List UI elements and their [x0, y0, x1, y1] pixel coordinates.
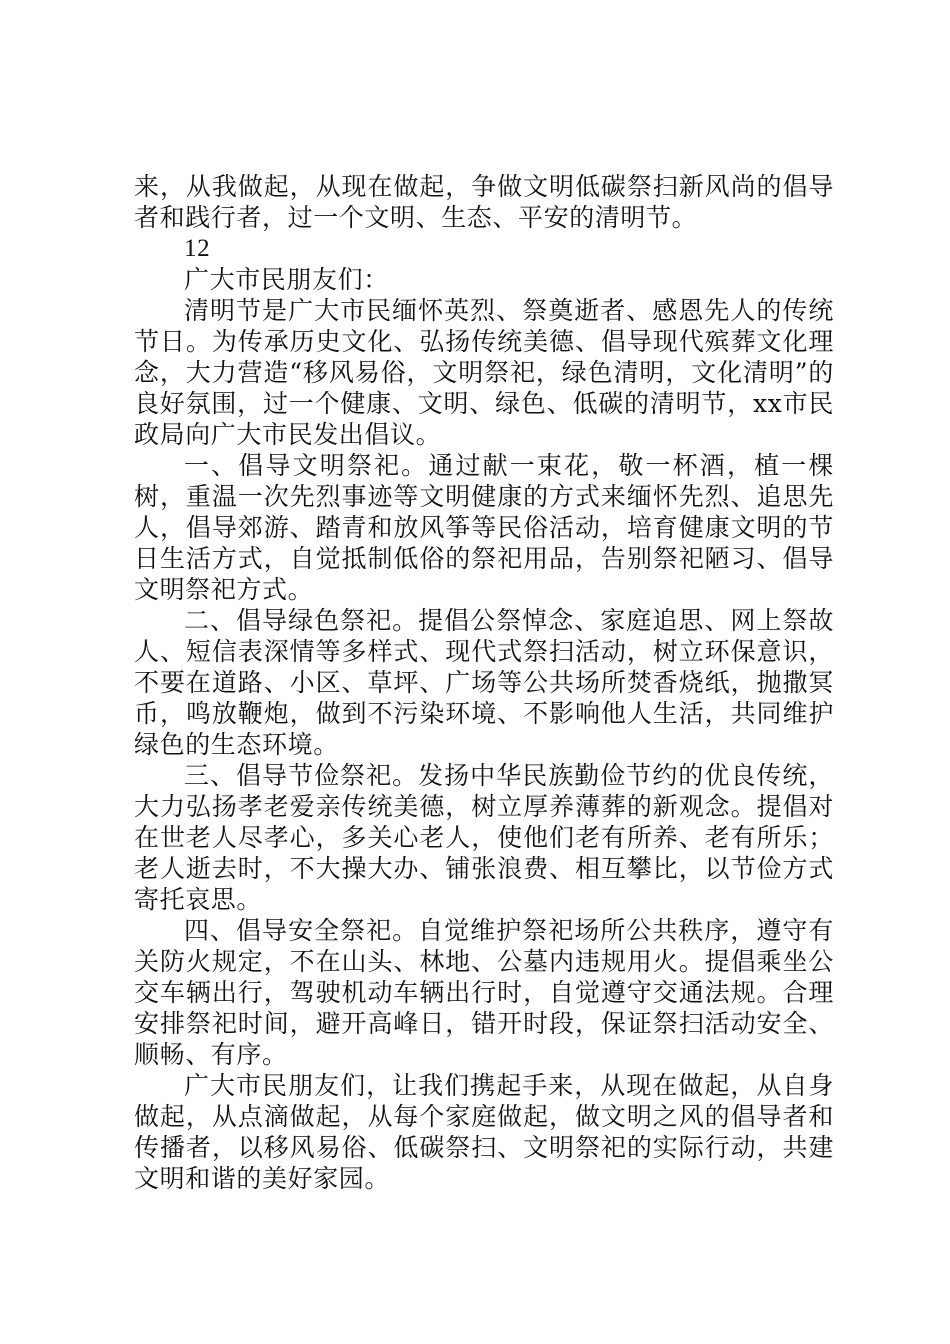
- proposal-safety-paragraph: 四、倡导安全祭祀。自觉维护祭祀场所公共秩序，遵守有关防火规定，不在山头、林地、公墓内违规用火。提倡乘坐公交车辆出行，驾驶机动车辆出行时，自觉遵守交通法规。合理安排祭祀时间，避开高峰日，错开时段，保证祭扫活动安全、顺畅、有序。: [134, 916, 834, 1069]
- intro-paragraph: 清明节是广大市民缅怀英烈、祭奠逝者、感恩先人的传统节日。为传承历史文化、弘扬传统美德、倡导现代殡葬文化理念，大力营造“移风易俗，文明祭祀，绿色清明，文化清明”的良好氛围，过一个健康、文明、绿色、低碳的清明节，xx市民政局向广大市民发出倡议。: [134, 296, 834, 449]
- proposal-frugal-paragraph: 三、倡导节俭祭祀。发扬中华民族勤俭节约的优良传统，大力弘扬孝老爱亲传统美德，树立厚养薄葬的新观念。提倡对在世老人尽孝心，多关心老人，使他们老有所养、老有所乐；老人逝去时，不大操大办、铺张浪费、相互攀比，以节俭方式寄托哀思。: [134, 761, 834, 914]
- document-body: [134, 171, 834, 1194]
- continuation-paragraph: 来，从我做起，从现在做起，争做文明低碳祭扫新风尚的倡导者和践行者，过一个文明、生态、平安的清明节。: [134, 172, 834, 232]
- section-number: 12: [184, 235, 211, 262]
- closing-paragraph: 广大市民朋友们，让我们携起手来，从现在做起，从自身做起，从点滴做起，从每个家庭做起，做文明之风的倡导者和传播者，以移风易俗、低碳祭扫、文明祭祀的实际行动，共建文明和谐的美好家园。: [134, 1071, 834, 1193]
- salutation: 广大市民朋友们：: [184, 265, 389, 294]
- proposal-civilized-paragraph: 一、倡导文明祭祀。通过献一束花，敬一杯酒，植一棵树，重温一次先烈事迹等文明健康的方式来缅怀先烈、追思先人，倡导郊游、踏青和放风筝等民俗活动，培育健康文明的节日生活方式，自觉抵制低俗的祭祀用品，告别祭祀陋习、倡导文明祭祀方式。: [134, 451, 834, 604]
- proposal-green-paragraph: 二、倡导绿色祭祀。提倡公祭悼念、家庭追思、网上祭故人、短信表深情等多样式、现代式祭扫活动，树立环保意识，不要在道路、小区、草坪、广场等公共场所焚香烧纸，抛撒冥币，鸣放鞭炮，做到不污染环境、不影响他人生活，共同维护绿色的生态环境。: [134, 606, 834, 759]
